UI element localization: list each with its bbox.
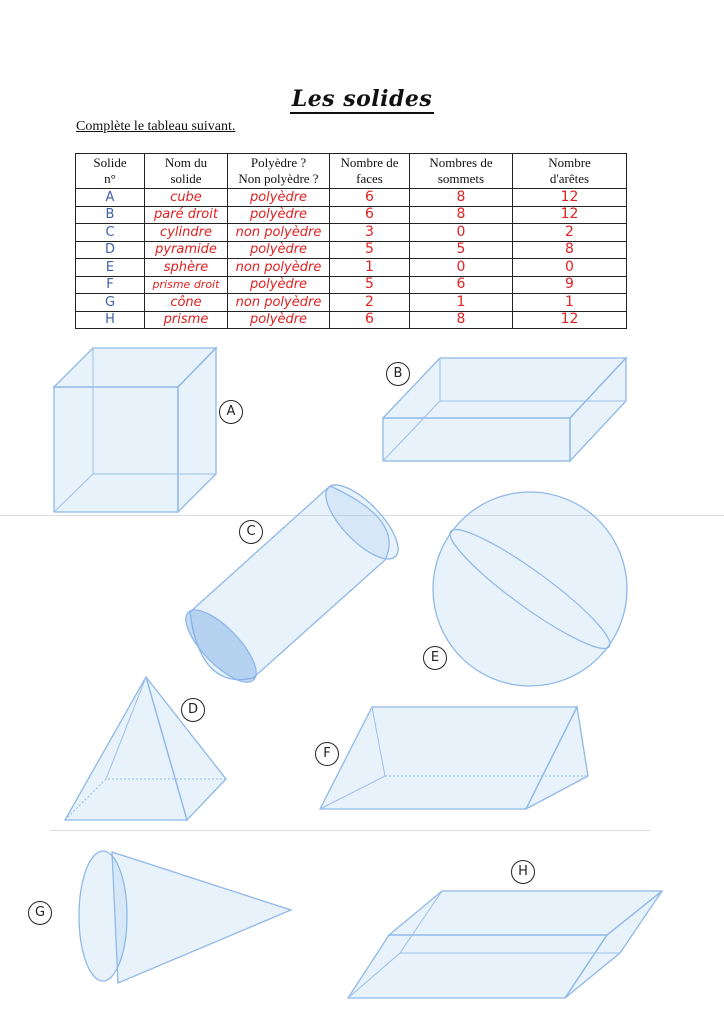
- cell-vertices: 0: [410, 259, 513, 277]
- cell-solid: C: [76, 224, 145, 242]
- figure-label-h: H: [511, 860, 535, 884]
- box-figure: [383, 358, 626, 461]
- cell-edges: 0: [513, 259, 627, 277]
- cell-type: polyèdre: [228, 206, 330, 224]
- cell-edges: 8: [513, 241, 627, 259]
- cell-solid: E: [76, 259, 145, 277]
- cell-type: polyèdre: [228, 241, 330, 259]
- header-solid-number: Solide n°: [76, 154, 145, 189]
- cell-solid: F: [76, 276, 145, 294]
- cell-solid: D: [76, 241, 145, 259]
- cell-vertices: 8: [410, 311, 513, 329]
- cell-name: prisme droit: [145, 276, 228, 294]
- prism-figure: [320, 707, 588, 809]
- cell-name: cylindre: [145, 224, 228, 242]
- cell-edges: 12: [513, 311, 627, 329]
- cell-name: prisme: [145, 311, 228, 329]
- cube-figure: [54, 348, 216, 512]
- cell-vertices: 0: [410, 224, 513, 242]
- cell-type: non polyèdre: [228, 294, 330, 312]
- cell-name: pyramide: [145, 241, 228, 259]
- figure-label-b: B: [386, 362, 410, 386]
- figure-label-d: D: [181, 698, 205, 722]
- header-solid-name: Nom du solide: [145, 154, 228, 189]
- cell-edges: 12: [513, 189, 627, 207]
- cell-solid: B: [76, 206, 145, 224]
- cell-edges: 9: [513, 276, 627, 294]
- cell-type: polyèdre: [228, 276, 330, 294]
- header-polyhedron: Polyèdre ? Non polyèdre ?: [228, 154, 330, 189]
- cell-type: non polyèdre: [228, 224, 330, 242]
- cell-vertices: 8: [410, 189, 513, 207]
- cell-type: non polyèdre: [228, 259, 330, 277]
- figure-label-c: C: [239, 520, 263, 544]
- cell-edges: 1: [513, 294, 627, 312]
- cell-name: paré droit: [145, 206, 228, 224]
- figure-label-e: E: [423, 646, 447, 670]
- cell-faces: 6: [330, 206, 410, 224]
- cell-edges: 2: [513, 224, 627, 242]
- cell-name: sphère: [145, 259, 228, 277]
- header-faces: Nombre de faces: [330, 154, 410, 189]
- figure-label-a: A: [219, 400, 243, 424]
- cell-type: polyèdre: [228, 311, 330, 329]
- instruction-text: Complète le tableau suivant.: [76, 119, 236, 134]
- cell-vertices: 5: [410, 241, 513, 259]
- pyramid-figure: [65, 677, 226, 820]
- cell-faces: 3: [330, 224, 410, 242]
- cell-solid: H: [76, 311, 145, 329]
- cell-solid: G: [76, 294, 145, 312]
- cell-edges: 12: [513, 206, 627, 224]
- oblique-prism-figure: [348, 891, 662, 998]
- cell-faces: 6: [330, 311, 410, 329]
- cell-faces: 6: [330, 189, 410, 207]
- cell-vertices: 1: [410, 294, 513, 312]
- cell-faces: 2: [330, 294, 410, 312]
- cell-type: polyèdre: [228, 189, 330, 207]
- cell-faces: 1: [330, 259, 410, 277]
- cell-name: cube: [145, 189, 228, 207]
- cell-vertices: 8: [410, 206, 513, 224]
- cell-name: cône: [145, 294, 228, 312]
- figure-label-g: G: [28, 901, 52, 925]
- cell-faces: 5: [330, 241, 410, 259]
- cell-vertices: 6: [410, 276, 513, 294]
- cell-faces: 5: [330, 276, 410, 294]
- cylinder-figure: [175, 474, 409, 692]
- cell-solid: A: [76, 189, 145, 207]
- header-vertices: Nombres de sommets: [410, 154, 513, 189]
- sphere-figure: [433, 492, 627, 686]
- page-title: Les solides: [291, 86, 433, 112]
- figure-label-f: F: [315, 742, 339, 766]
- header-edges: Nombre d'arêtes: [513, 154, 627, 189]
- cone-figure: [79, 851, 291, 983]
